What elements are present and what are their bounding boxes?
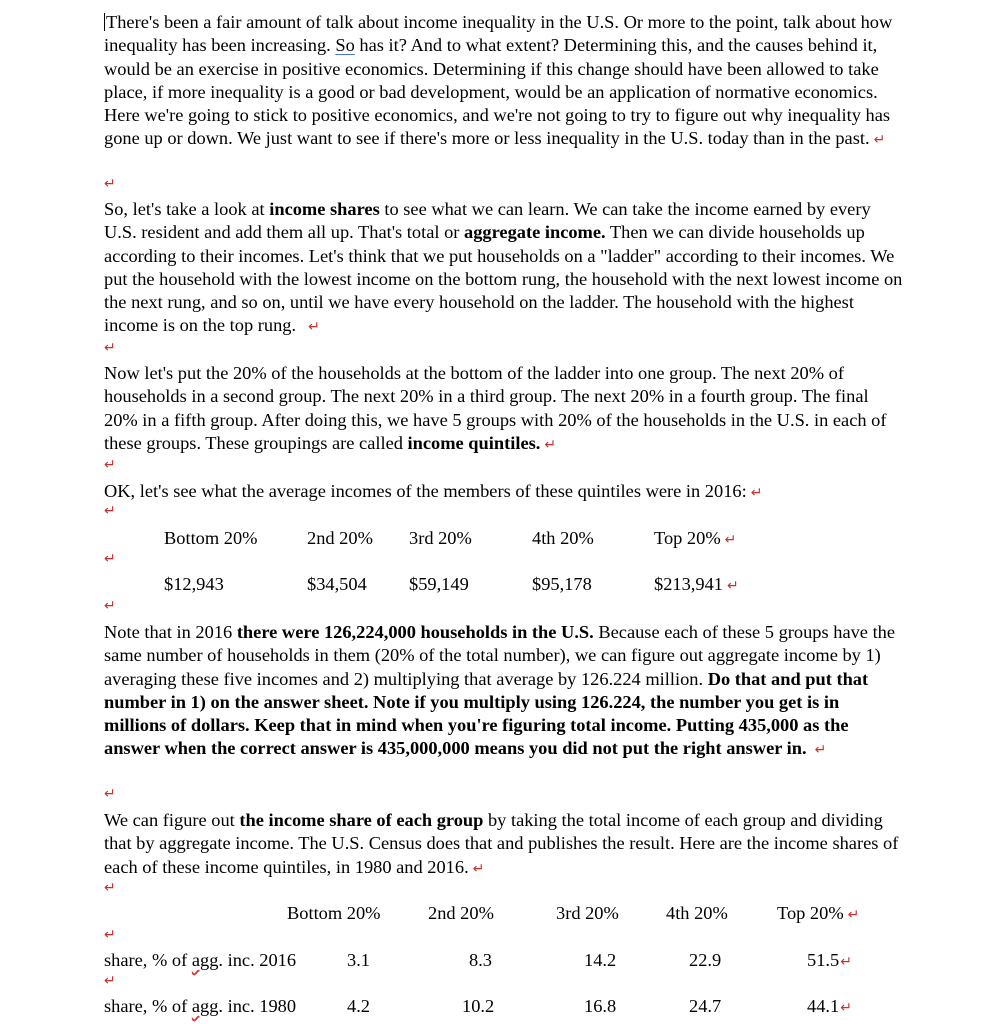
income-value-4th: $95,178	[532, 574, 592, 594]
income-header-top: Top 20% ↵	[654, 528, 737, 548]
paragraph-mark-icon: ↵	[104, 786, 116, 802]
share-header-top: Top 20% ↵	[777, 903, 860, 923]
note-paragraph: Note that in 2016 there were 126,224,000 households in the U.S. Because each of these 5 groups have the same number of households in them (20% of the total number), we can figure out aggregate income by 1) averaging these five incomes and 2) multiplying that average by 126.224 million. Do that and put that number in 1) on the answer sheet. Note if you multiply using 126.224, the number you get is in millions of dollars. Keep that in mind when you're figuring total income. Putting 435,000 as the answer when the correct answer is 435,000,000 means you did not put the right answer in. ↵	[104, 622, 896, 759]
paragraph-mark-icon: ↵	[544, 436, 557, 453]
income-shares-paragraph: So, let's take a look at income shares to see what we can learn. We can take the income earned by every U.S. resident and add them all up. That's total or aggregate income. Then we can divide households up according to their incomes. Let's think that we put households on a "ladder" according to their incomes. We put the household with the lowest income on the bottom rung, the household with the next lowest income on the next rung, and so on, until we have every household on the ladder. The household with the highest income is on the top rung. ↵	[104, 199, 903, 336]
income-value-3rd: $59,149	[409, 574, 469, 594]
income-header-bottom: Bottom 20%	[164, 528, 258, 548]
paragraph-mark-icon: ↵	[840, 954, 852, 970]
paragraph-mark-icon: ↵	[104, 880, 116, 896]
share-header-3rd: 3rd 20%	[556, 903, 619, 923]
income-header-3rd: 3rd 20%	[409, 528, 472, 548]
share-header-4th: 4th 20%	[666, 903, 728, 923]
intro-paragraph: There's been a fair amount of talk about income inequality in the U.S. Or more to the point, talk about how inequality has been increasing. So has it? And to what extent? Determining this, and the causes behind it, would be an exercise in positive economics. Determining if this change should have been allowed to take place, if more inequality is a good or bad development, would be an application of normative economics. Here we're going to stick to positive economics, and we're not going to try to figure out why inequality has gone up or down. We just want to see if there's more or less inequality in the U.S. today than in the past. ↵	[104, 12, 893, 149]
share-1980-top: 44.1↵	[807, 996, 852, 1016]
share-2016-bottom: 3.1	[347, 950, 370, 970]
share-1980-bottom: 4.2	[347, 996, 370, 1016]
share-1980-2nd: 10.2	[462, 996, 495, 1016]
share-header-2nd: 2nd 20%	[428, 903, 494, 923]
paragraph-mark-icon: ↵	[104, 340, 116, 356]
share-2016-4th: 22.9	[689, 950, 722, 970]
share-intro-paragraph: We can figure out the income share of each group by taking the total income of each group and dividing that by aggregate income. The U.S. Census does that and publishes the result. Here are the income shares of each of these income quintiles, in 1980 and 2016. ↵	[104, 810, 899, 877]
paragraph-mark-icon: ↵	[814, 742, 827, 759]
paragraph-mark-icon: ↵	[750, 485, 763, 501]
paragraph-mark-icon: ↵	[847, 907, 860, 923]
share-1980-4th: 24.7	[689, 996, 722, 1016]
paragraph-mark-icon: ↵	[104, 503, 116, 519]
income-value-bottom: $12,943	[164, 574, 224, 594]
paragraph-mark-icon: ↵	[472, 860, 485, 877]
share-2016-top: 51.5↵	[807, 950, 852, 970]
paragraph-mark-icon: ↵	[726, 578, 739, 594]
so-word: So	[335, 35, 355, 56]
paragraph-mark-icon: ↵	[104, 457, 116, 473]
text-cursor	[104, 13, 105, 31]
paragraph-mark-icon: ↵	[104, 927, 116, 943]
income-header-2nd: 2nd 20%	[307, 528, 373, 548]
paragraph-mark-icon: ↵	[104, 973, 116, 989]
share-2016-2nd: 8.3	[469, 950, 492, 970]
income-header-4th: 4th 20%	[532, 528, 594, 548]
share-1980-3rd: 16.8	[584, 996, 617, 1016]
paragraph-mark-icon: ↵	[104, 176, 116, 192]
quintiles-paragraph: Now let's put the 20% of the households at the bottom of the ladder into one group. The next 20% of households in a second group. The next 20% in a third group. The next 20% in a fourth group. The final 20% in a fifth group. After doing this, we have 5 groups with 20% of the households in the U.S. in each of these groups. These groupings are called income quintiles. ↵	[104, 363, 887, 453]
paragraph-mark-icon: ↵	[873, 132, 886, 149]
income-value-2nd: $34,504	[307, 574, 367, 594]
paragraph-mark-icon: ↵	[840, 1000, 852, 1016]
income-value-top: $213,941 ↵	[654, 574, 739, 594]
average-incomes-intro: OK, let's see what the average incomes of the members of these quintiles were in 2016: ↵	[104, 481, 763, 501]
paragraph-mark-icon: ↵	[104, 551, 116, 567]
paragraph-mark-icon: ↵	[104, 598, 116, 614]
share-header-bottom: Bottom 20%	[287, 903, 381, 923]
paragraph-mark-icon: ↵	[308, 319, 320, 336]
share-row-label-1980: share, % of agg. inc. 1980	[104, 996, 297, 1016]
paragraph-mark-icon: ↵	[724, 532, 737, 548]
share-row-label-2016: share, % of agg. inc. 2016	[104, 950, 297, 970]
share-2016-3rd: 14.2	[584, 950, 617, 970]
